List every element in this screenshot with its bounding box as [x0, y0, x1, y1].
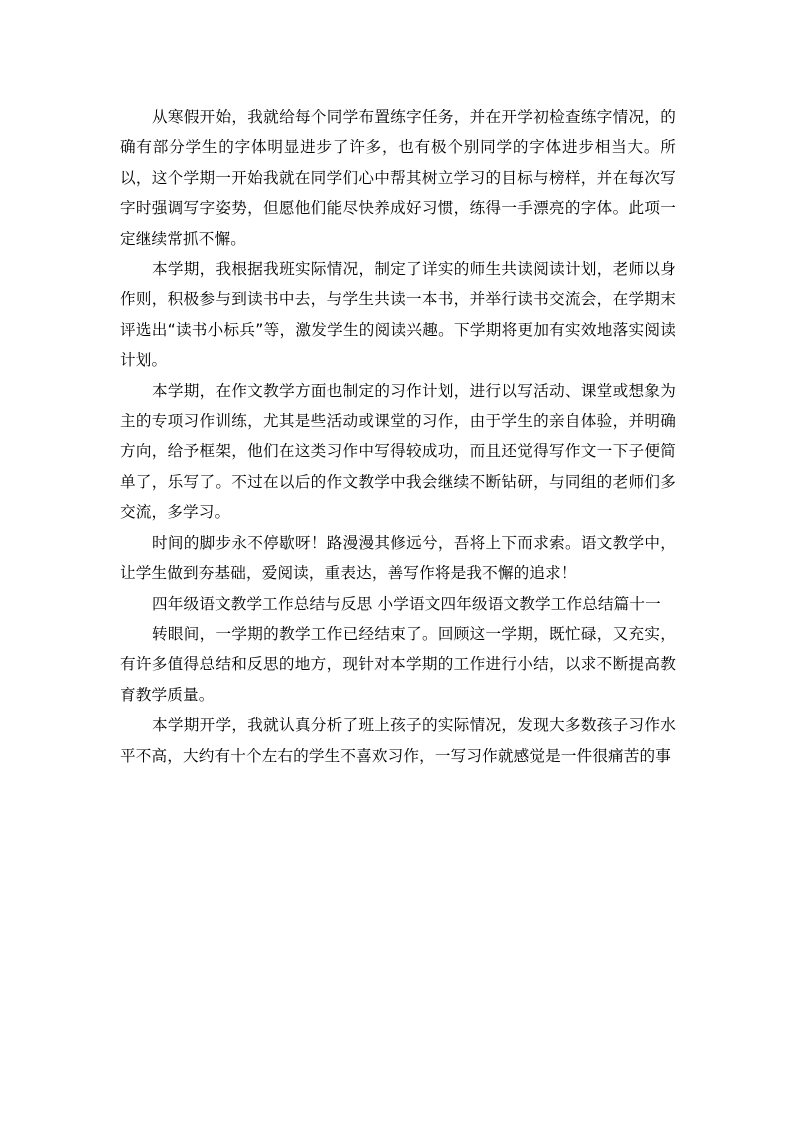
paragraph-closing-reflection: 时间的脚步永不停歇呀！路漫漫其修远兮，吾将上下而求索。语文教学中，让学生做到夯基础，爱阅读，重表达，善写作将是我不懈的追求！ — [120, 533, 676, 583]
section-heading: 四年级语文教学工作总结与反思 小学语文四年级语文教学工作总结篇十一 — [152, 594, 661, 613]
paragraph-writing-plan: 本学期，在作文教学方面也制定的习作计划，进行以写活动、课堂或想象为主的专项习作训练，尤其是些活动或课堂的习作，由于学生的亲自体验，并明确方向，给予框架，他们在这类习作中写得较成功，而且还觉得写作文一下子便简单了，乐写了。不过在以后的作文教学中我会继续不断钻研，与同组的老师们多交流，多学习。 — [120, 381, 676, 522]
paragraph-handwriting-practice: 从寒假开始，我就给每个同学布置练字任务，并在开学初检查练字情况，的确有部分学生的字体明显进步了许多，也有极个别同学的字体进步相当大。所以，这个学期一开始我就在同学们心中帮其树立学习的目标与榜样，并在每次写字时强调写字姿势，但愿他们能尽快养成好习惯，练得一手漂亮的字体。此项一定继续常抓不懈。 — [120, 108, 676, 248]
paragraph-student-analysis: 本学期开学，我就认真分析了班上孩子的实际情况，发现大多数孩子习作水平不高，大约有十个左右的学生不喜欢习作，一写习作就感觉是一件很痛苦的事 — [120, 716, 676, 765]
paragraph-semester-review: 转眼间，一学期的教学工作已经结束了。回顾这一学期，既忙碌，又充实，有许多值得总结和反思的地方，现针对本学期的工作进行小结，以求不断提高教育教学质量。 — [120, 624, 676, 704]
document-page — [120, 102, 676, 771]
paragraph-reading-plan: 本学期，我根据我班实际情况，制定了详实的师生共读阅读计划，老师以身作则，积极参与到读书中去，与学生共读一本书，并举行读书交流会，在学期末评选出“读书小标兵”等，激发学生的阅读兴趣。下学期将更加有实效地落实阅读计划。 — [120, 260, 676, 370]
